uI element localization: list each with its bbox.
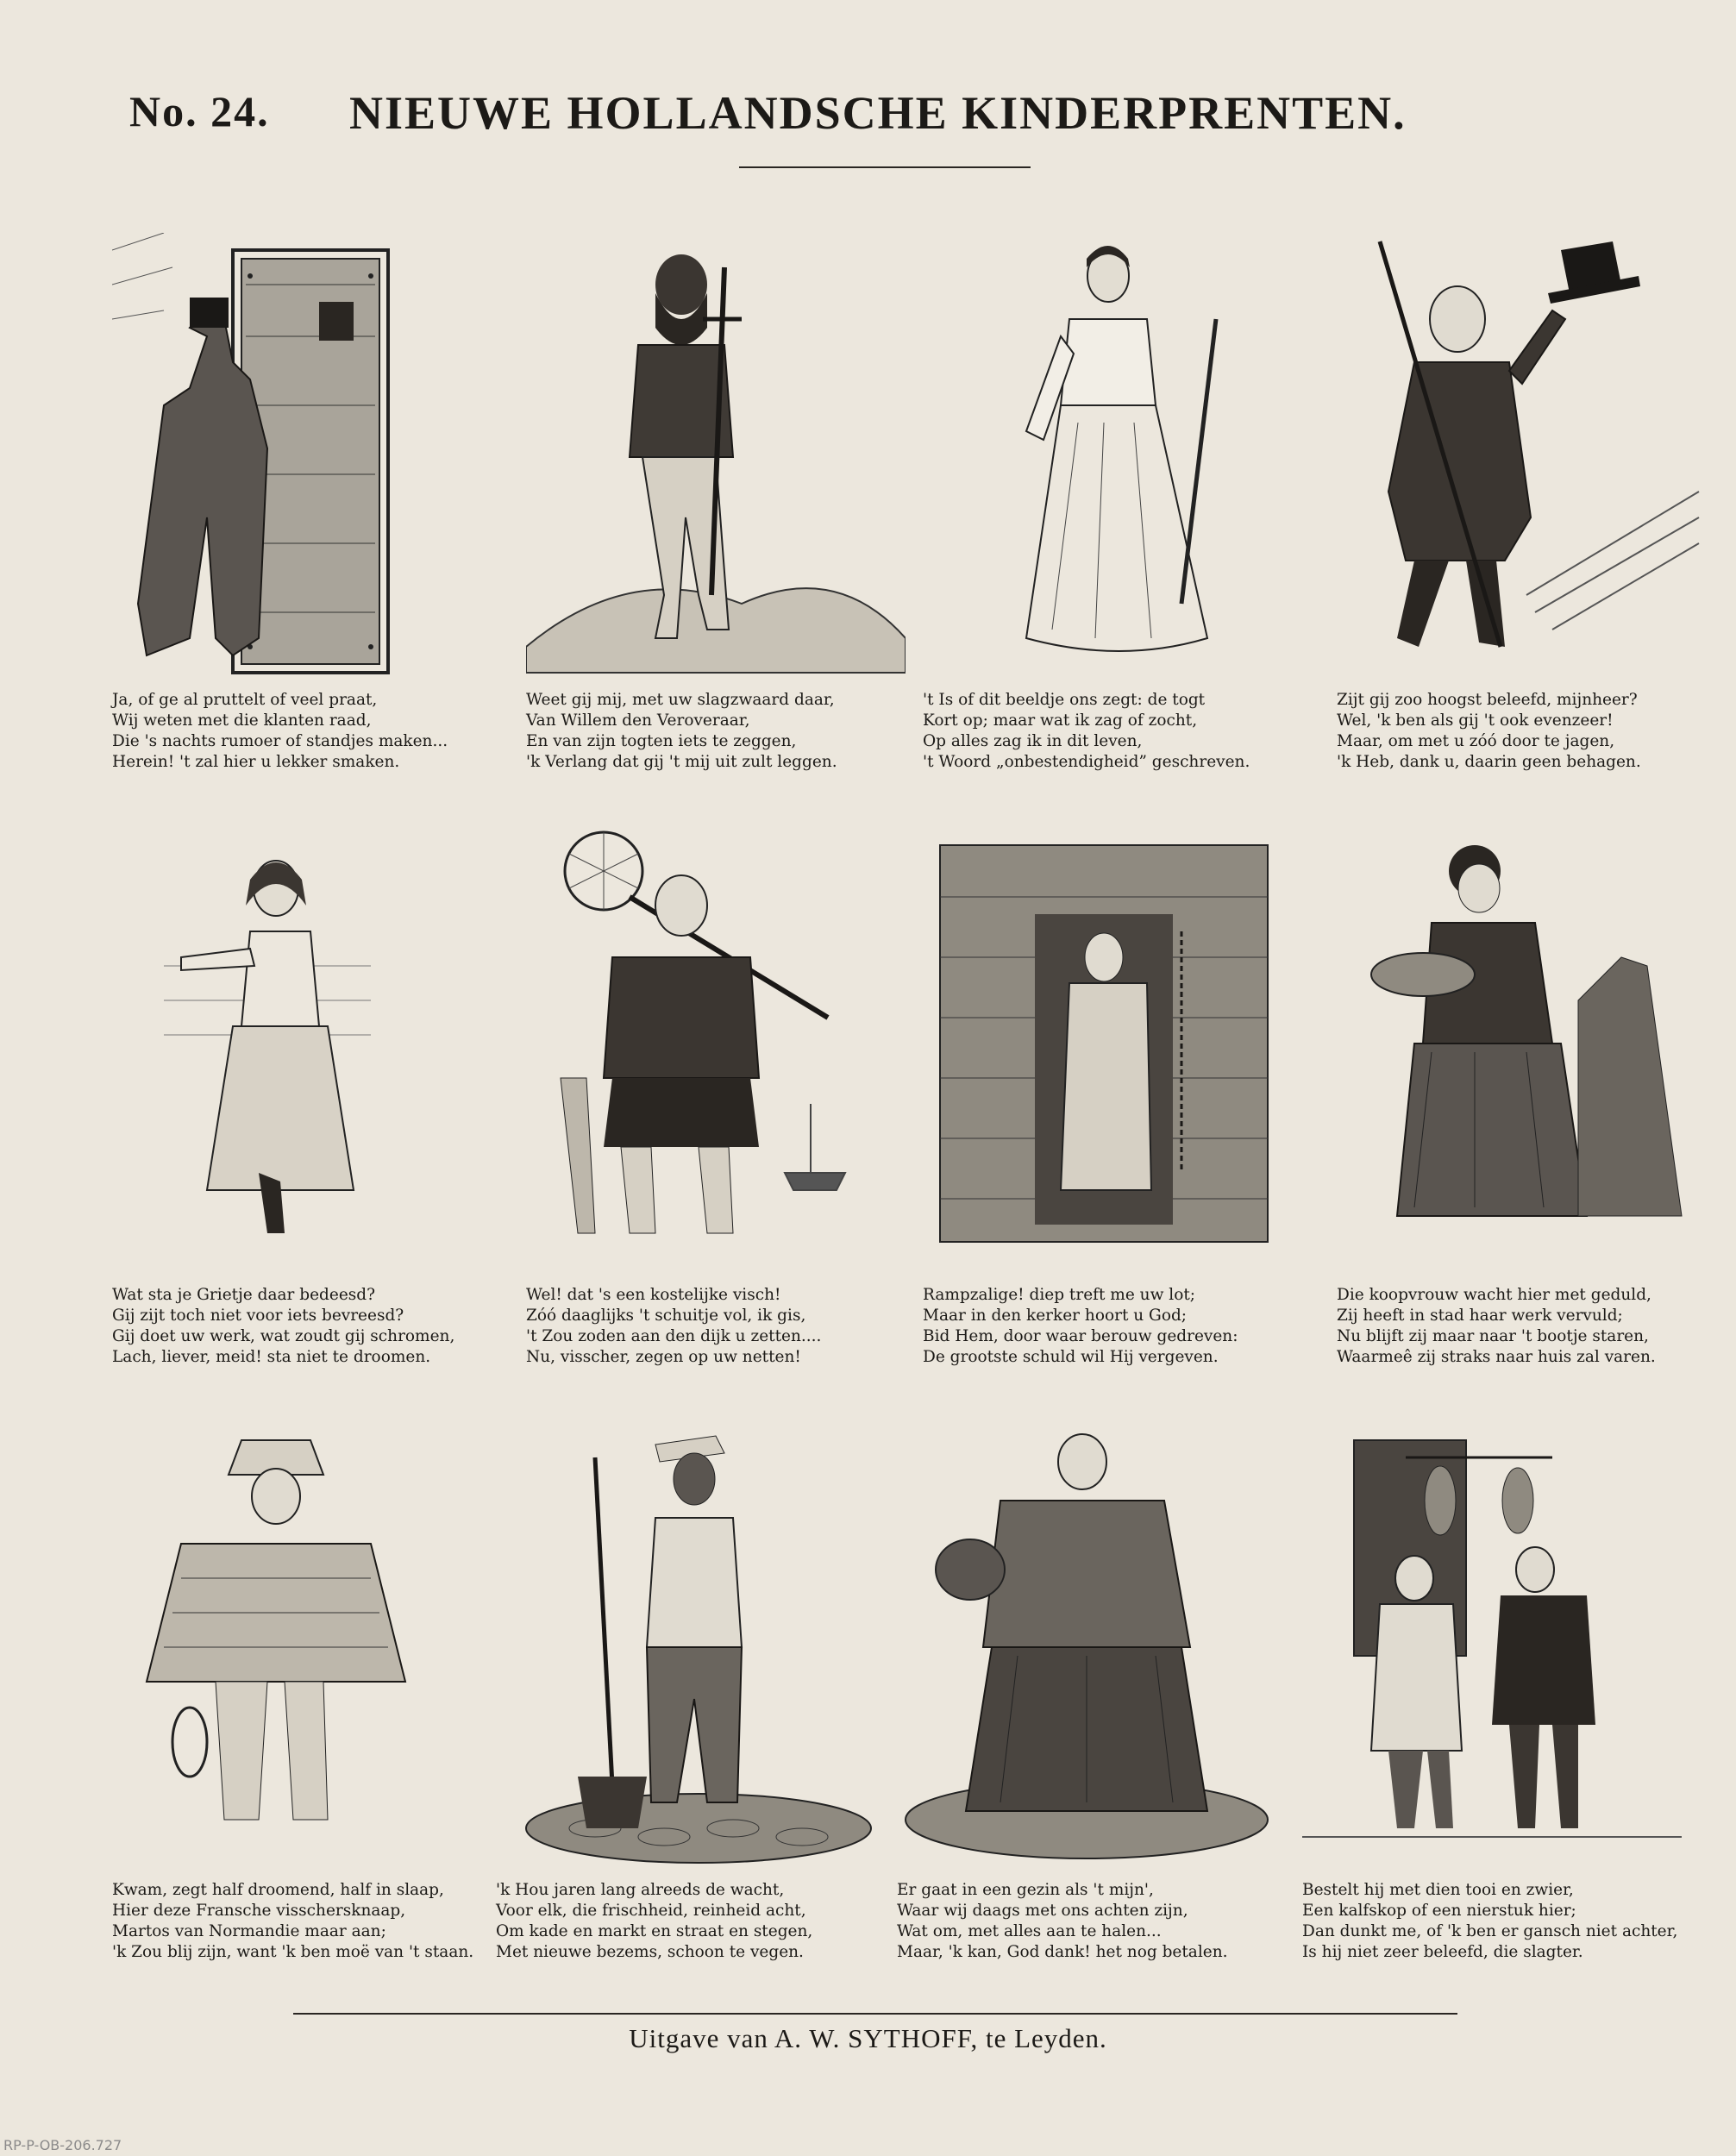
verse-line: Wel, 'k ben als gij 't ook evenzeer! [1337,711,1614,730]
verse-line: Weet gij mij, met uw slagzwaard daar, [526,691,835,709]
verse-line: Maar, om met u zóó door te jagen, [1337,732,1615,750]
illustration-french-fisher-boy [112,1423,492,1871]
verse-line: Waarmeê zij straks naar huis zal varen. [1337,1348,1656,1366]
verse-line: Nu blijft zij maar naar 't bootje staren, [1337,1327,1649,1345]
verse-line: Maar in den kerker hoort u God; [923,1307,1188,1325]
verse-2 [526,690,906,773]
illustration-bearded-warrior [526,233,906,681]
verse-line: Voor elk, die frischheid, reinheid acht, [496,1902,806,1920]
illustration-fisherman-with-net [526,828,906,1276]
illustration-market-woman [1337,828,1716,1276]
pencil-inventory-note: RP-P-OB-206.727 [3,2137,122,2153]
verse-line: Ja, of ge al pruttelt of veel praat, [112,691,378,709]
verse-line: Nu, visscher, zegen op uw netten! [526,1348,801,1366]
verse-line: Lach, liever, meid! sta niet te droomen. [112,1348,431,1366]
verse-line: Maar, 'k kan, God dank! het nog betalen. [897,1943,1228,1961]
fisherman-illustration [526,828,906,1276]
sheet-number: No. 24. [129,87,270,135]
illustration-prisoner-in-doorway [923,828,1302,1276]
illustration-woman-with-staff [923,233,1302,681]
verse-line: Van Willem den Veroveraar, [526,711,750,730]
woman-staff-illustration [923,233,1302,681]
verse-line: Zóó daaglijks 't schuitje vol, ik gis, [526,1307,806,1325]
gentleman-illustration [1337,233,1716,681]
verse-line: Een kalfskop of een nierstuk hier; [1302,1902,1576,1920]
verse-line: 'k Heb, dank u, daarin geen behagen. [1337,753,1641,771]
verse-line: Om kade en markt en straat en stegen, [496,1922,813,1940]
soldier-illustration [112,233,492,681]
market-woman-illustration [1337,828,1716,1276]
verse-line: Met nieuwe bezems, schoon te vegen. [496,1943,804,1961]
verse-line: Er gaat in een gezin als 't mijn', [897,1881,1154,1899]
verse-line: Wel! dat 's een kostelijke visch! [526,1286,781,1304]
verse-line: Kwam, zegt half droomend, half in slaap, [112,1881,444,1899]
fisher-boy-illustration [112,1423,492,1871]
verse-line: Waar wij daags met ons achten zijn, [897,1902,1188,1920]
verse-10 [496,1880,875,1963]
verse-line: En van zijn togten iets te zeggen, [526,732,797,750]
verse-line: Bid Hem, door waar berouw gedreven: [923,1327,1238,1345]
illustration-old-woman-in-shawl [897,1423,1276,1871]
verse-line: Gij zijt toch niet voor iets bevreesd? [112,1307,404,1325]
verse-line: Op alles zag ik in dit leven, [923,732,1143,750]
bottom-divider [293,2013,1457,2015]
verse-line: 'k Verlang dat gij 't mij uit zult leggen. [526,753,837,771]
verse-line: 'k Hou jaren lang alreeds de wacht, [496,1881,785,1899]
verse-line: Bestelt hij met dien tooi en zwier, [1302,1881,1574,1899]
illustration-soldier-at-cell-door [112,233,492,681]
illustration-gentleman-raising-hat [1337,233,1716,681]
girl-illustration [112,828,492,1276]
publisher-line: Uitgave van A. W. SYTHOFF, te Leyden. [629,2023,1107,2053]
verse-6 [526,1285,906,1368]
verse-line: Gij doet uw werk, wat zoudt gij schromen, [112,1327,455,1345]
verse-line: Zijt gij zoo hoogst beleefd, mijnheer? [1337,691,1638,709]
verse-9 [112,1880,492,1963]
verse-5 [112,1285,492,1368]
verse-4 [1337,690,1716,773]
verse-line: Rampzalige! diep treft me uw lot; [923,1286,1196,1304]
verse-line: Wat sta je Grietje daar bedeesd? [112,1286,376,1304]
verse-line: Martos van Normandie maar aan; [112,1922,386,1940]
prisoner-illustration [923,828,1302,1276]
title-divider [739,166,1031,168]
verse-3 [923,690,1302,773]
verse-line: Dan dunkt me, of 'k ben er gansch niet achter, [1302,1922,1678,1940]
verse-line: Wat om, met alles aan te halen... [897,1922,1162,1940]
verse-7 [923,1285,1302,1368]
verse-line: Hier deze Fransche visschersknaap, [112,1902,406,1920]
illustration-street-sweeper [509,1423,888,1871]
illustration-girl-at-wall [112,828,492,1276]
verse-line: De grootste schuld wil Hij vergeven. [923,1348,1219,1366]
verse-line: 't Is of dit beeldje ons zegt: de togt [923,691,1206,709]
verse-line: Die koopvrouw wacht hier met geduld, [1337,1286,1651,1304]
verse-1 [112,690,492,773]
butcher-illustration [1302,1423,1682,1871]
sweeper-illustration [509,1423,888,1871]
warrior-illustration [526,233,906,681]
header [129,86,1595,147]
old-woman-illustration [897,1423,1276,1871]
verse-12 [1302,1880,1682,1963]
verse-8 [1337,1285,1716,1368]
verse-11 [897,1880,1276,1963]
verse-line: Die 's nachts rumoer of standjes maken... [112,732,448,750]
page-title: NIEUWE HOLLANDSCHE KINDERPRENTEN. [349,87,1407,139]
verse-line: Kort op; maar wat ik zag of zocht, [923,711,1198,730]
verse-line: Wij weten met die klanten raad, [112,711,372,730]
illustration-butcher-and-customer [1302,1423,1682,1871]
verse-line: 't Zou zoden aan den dijk u zetten.... [526,1327,822,1345]
verse-line: 't Woord „onbestendigheid” geschreven. [923,753,1250,771]
verse-line: Zij heeft in stad haar werk vervuld; [1337,1307,1623,1325]
verse-line: Herein! 't zal hier u lekker smaken. [112,753,400,771]
verse-line: Is hij niet zeer beleefd, die slagter. [1302,1943,1583,1961]
verse-line: 'k Zou blij zijn, want 'k ben moë van 't staan. [112,1943,474,1961]
